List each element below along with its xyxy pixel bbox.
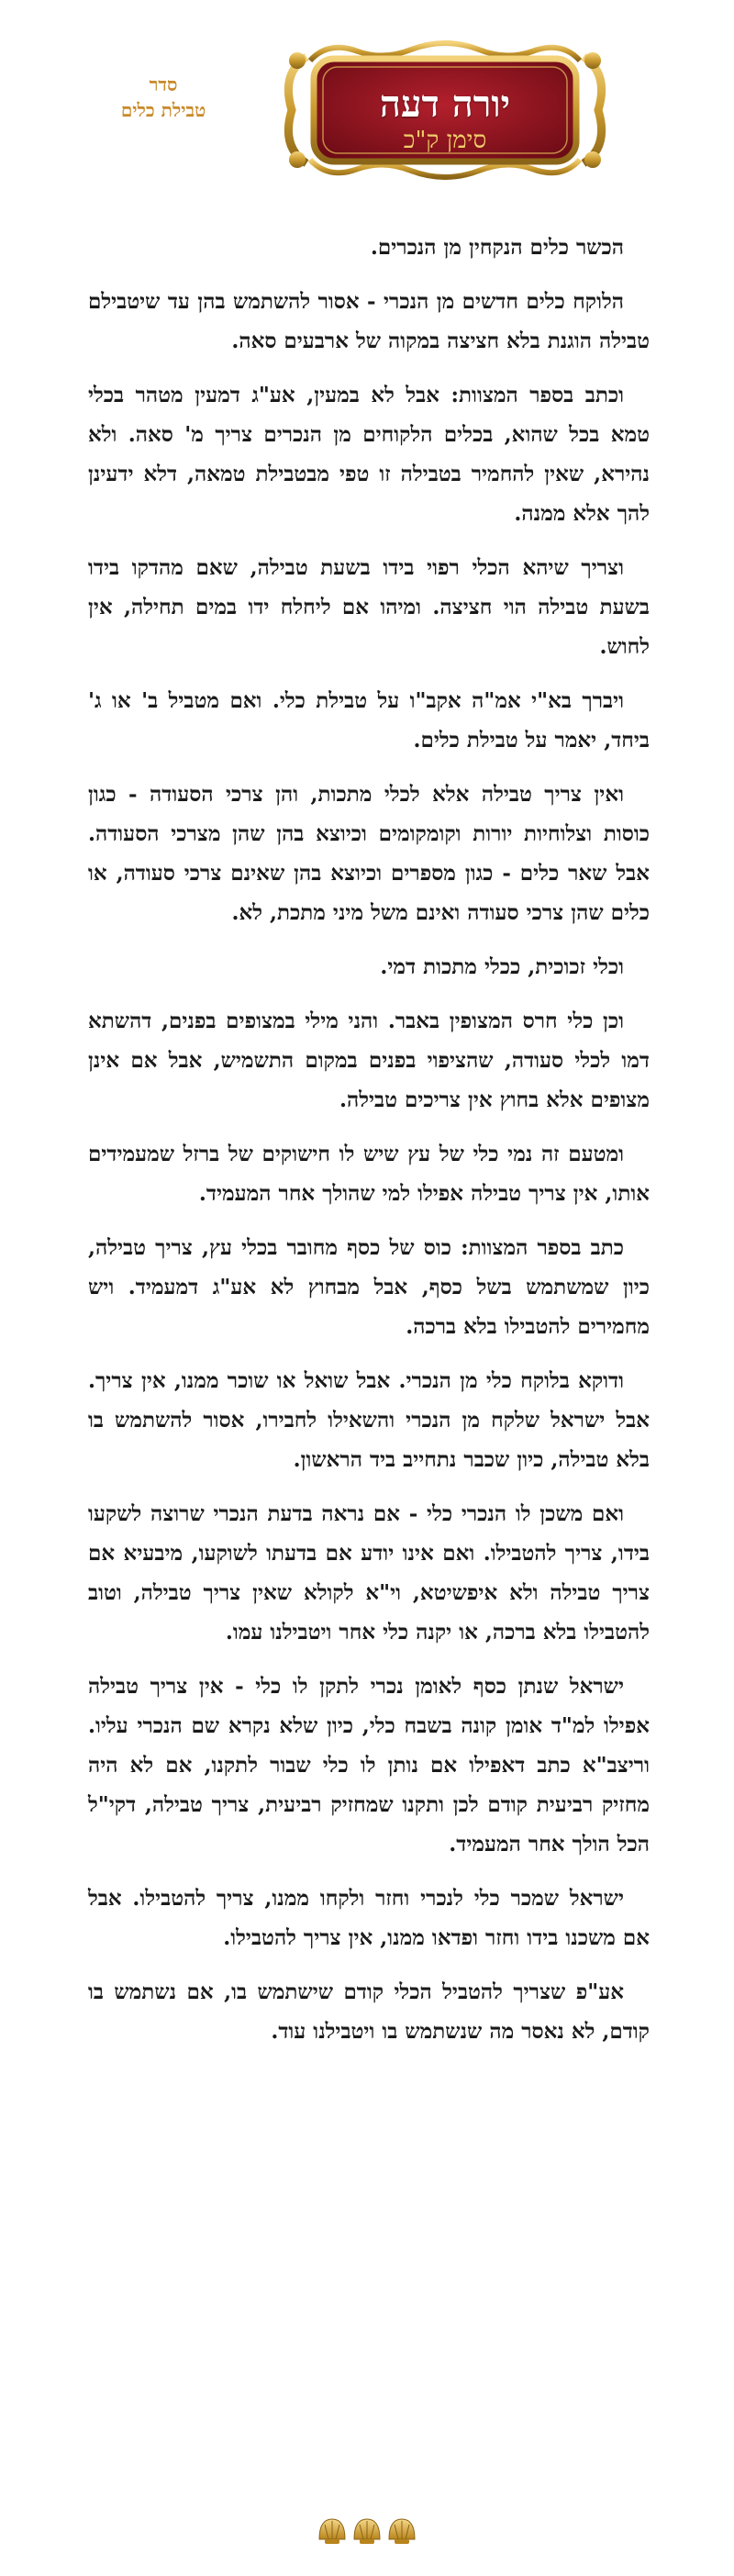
seder-label: סדר <box>149 73 178 95</box>
paragraph: כתב בספר המצוות: כוס של כסף מחובר בכלי עץ, צריך טבילה, כיון שמשתמש בשל כסף, אבל מבחוץ לא אע"ג דמעמיד. ויש מחמירים להטבילו בלא ברכה. <box>88 1235 650 1339</box>
siman-label: סימן ק"כ <box>403 127 487 154</box>
paragraph: וכלי זכוכית, ככלי מתכות דמי. <box>380 954 624 979</box>
page-title: יורה דעה <box>379 83 511 126</box>
paragraph: ואם משכן לו הנכרי כלי - אם נראה בדעת הנכרי שרוצה לשקעו בידו, צריך להטבילו. ואם אינו יודע אם בדעתו לשוקעו, מיבעיא אם צריך טבילה ולא איפשיטא, וי"א לקולא שאין צריך טבילה, וטוב להטבילו בלא ברכה, או יקנה כלי אחר ויטבילנו עמו. <box>88 1501 650 1645</box>
paragraph: וצריך שיהא הכלי רפוי בידו בשעת טבילה, שאם מהדקו בידו בשעת טבילה הוי חציצה. ומיהו אם ליחלח ידו במים תחילה, אין לחוש. <box>88 555 650 659</box>
paragraph: וכן כלי חרס המצופין באבר. והני מילי במצופים בפנים, דהשתא דמו לכלי סעודה, שהציפוי בפנים במקום התשמיש, אבל אם אינן מצופים אלא בחוץ אין צריכים טבילה. <box>88 1009 650 1112</box>
paragraph: ויברך בא"י אמ"ה אקב"ו על טבילת כלי. ואם מטביל ב' או ג' ביחד, יאמר על טבילת כלים. <box>88 688 650 753</box>
paragraph: ואין צריך טבילה אלא לכלי מתכות, והן צרכי הסעודה - כגון כוסות וצלוחיות יורות וקומקומים וכיוצא בהן שהן מצרכי הסעודה. אבל שאר כלים - כגון מספרים וכיוצא בהן שאינם צרכי סעודה, או כלים שהן צרכי סעודה ואינם משל מיני מתכת, לא. <box>88 782 650 925</box>
paragraph: הכשר כלים הנקחין מן הנכרים. <box>370 235 624 260</box>
title-banner <box>273 37 617 184</box>
paragraph: ישראל שנתן כסף לאומן נכרי לתקן לו כלי - אין צריך טבילה אפילו למ"ד אומן קונה בשבח כלי, כיון שלא נקרא שם הנכרי עליו. וריצב"א כתב דאפילו אם נותן לו כלי שבור לתקנו, אם לא היה מחזיק רביעית קודם לכן ותקנו שמחזיק רביעית, צריך טבילה, דקי"ל הכל הולך אחר המעמיד. <box>88 1674 650 1857</box>
paragraph: אע"פ שצריך להטביל הכלי קודם שישתמש בו, אם נשתמש בו קודם, לא נאסר מה שנשתמש בו ויטבילנו עוד. <box>88 1979 650 2044</box>
seder-value: טבילת כלים <box>120 99 206 121</box>
paragraph: הלוקח כלים חדשים מן הנכרי - אסור להשתמש בהן עד שיטבילם טבילה הוגנת בלא חציצה במקוה של ארבעים סאה. <box>88 289 650 353</box>
seder-box <box>99 72 228 123</box>
paragraph: ישראל שמכר כלי לנכרי וחזר ולקחו ממנו, צריך להטבילו. אבל אם משכנו בידו וחזר ופדאו ממנו, אין צריך להטבילו. <box>88 1886 650 1950</box>
paragraph: וכתב בספר המצוות: אבל לא במעין, אע"ג דמעין מטהר בכלי טמא בכל שהוא, בכלים הלקוחים מן הנכרים צריך מ' סאה. ולא נהירא, שאין להחמיר בטבילה זו טפי מבטבילת טמאה, דלא ידעינן להך אלא ממנה. <box>88 383 650 526</box>
three-shells-icon <box>312 2512 422 2548</box>
main-text <box>88 228 650 2066</box>
footer-ornament <box>0 2512 734 2552</box>
paragraph: ומטעם זה נמי כלי של עץ שיש לו חישוקים של ברזל שמעמידים אותו, אין צריך טבילה אפילו למי שהולך אחר המעמיד. <box>88 1142 650 1206</box>
paragraph: ודוקא בלוקח כלי מן הנכרי. אבל שואל או שוכר ממנו, אין צריך. אבל ישראל שלקח מן הנכרי והשאילו לחבירו, אסור להשתמש בו בלא טבילה, כיון שכבר נתחייב ביד הראשון. <box>88 1368 650 1472</box>
